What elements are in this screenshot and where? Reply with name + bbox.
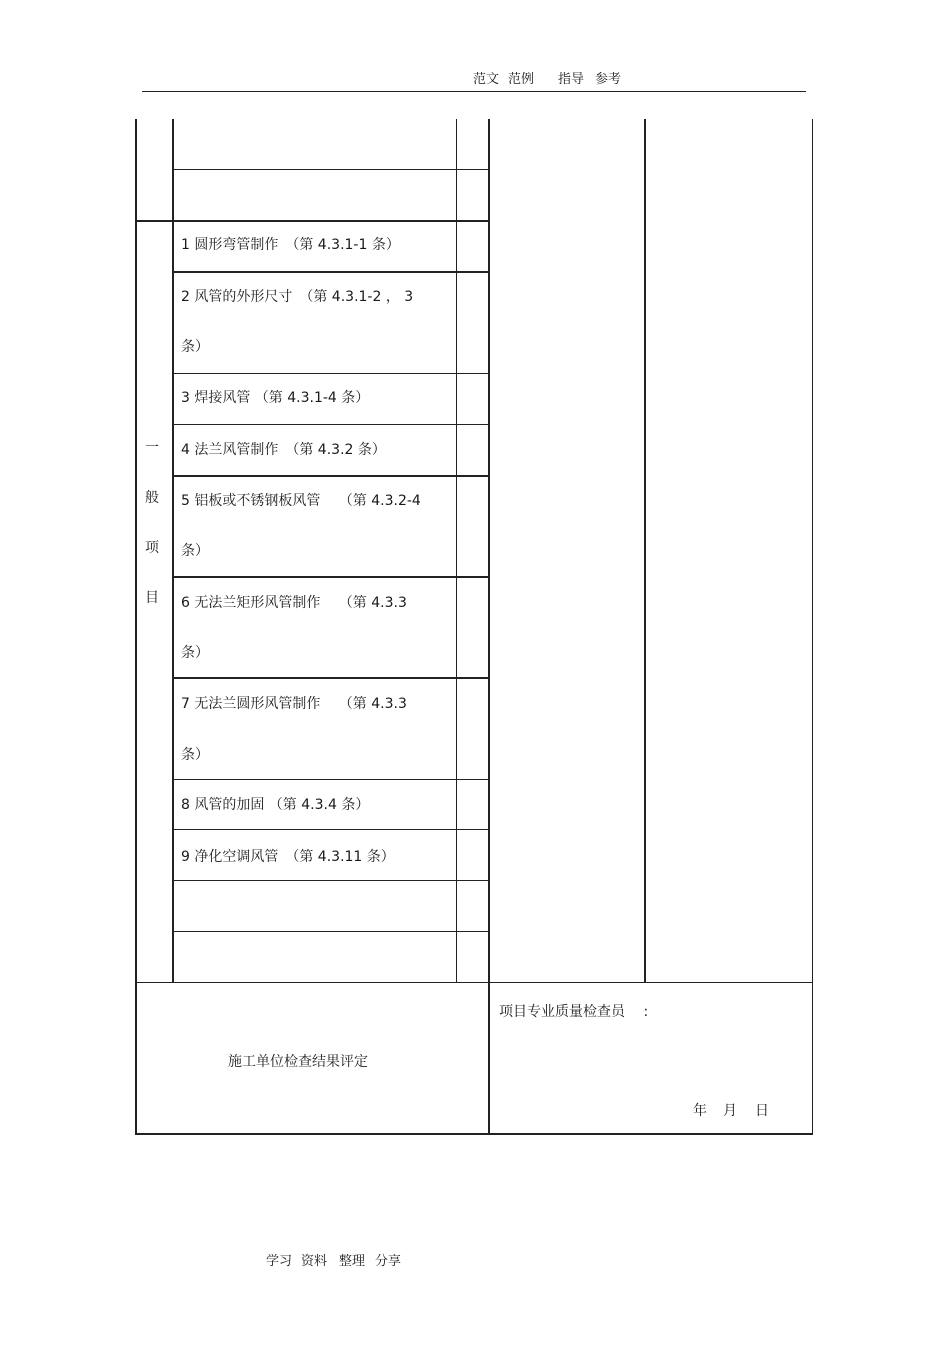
footer-text-3: 整理 (339, 1254, 366, 1269)
item-5-text: 5 铝板或不锈钢板风管 （第 4.3.2-4 (181, 493, 421, 509)
inspector-label: 项目专业质量检查员 : (499, 1004, 649, 1020)
item-8-text: 8 风管的加固 （第 4.3.4 条） (181, 797, 370, 813)
row-line (173, 677, 489, 679)
item-column-left-line (172, 119, 174, 983)
section-divider-line (135, 220, 489, 222)
evaluation-label: 施工单位检查结果评定 (228, 1054, 368, 1070)
item-6-text-cont: 条） (181, 645, 209, 661)
footer-text-2: 资料 (301, 1254, 328, 1269)
footer-text-1: 学习 (266, 1254, 293, 1269)
page-header (0, 68, 950, 88)
evaluation-top-line (135, 982, 813, 983)
header-text-3: 指导 (558, 72, 585, 87)
table-bottom-border (135, 1133, 813, 1135)
row-line (173, 779, 489, 780)
item-5-text-cont: 条） (181, 543, 209, 559)
item-9-text: 9 净化空调风管 （第 4.3.11 条） (181, 849, 395, 865)
header-text-4: 参考 (595, 72, 622, 87)
row-line (173, 373, 489, 374)
row-line (173, 829, 489, 830)
result-column-line (644, 119, 646, 983)
section-label-char: 一 (145, 440, 159, 456)
section-label-char: 般 (145, 490, 159, 506)
item-4-text: 4 法兰风管制作 （第 4.3.2 条） (181, 442, 386, 458)
date-year-label: 年 (693, 1103, 707, 1119)
item-2-text-cont: 条） (181, 339, 209, 355)
item-7-text-cont: 条） (181, 747, 209, 763)
header-rule (142, 91, 806, 92)
header-text-1: 范文 (473, 72, 500, 87)
date-month-label: 月 (723, 1103, 737, 1119)
footer-text-4: 分享 (375, 1254, 402, 1269)
header-text-2: 范例 (508, 72, 535, 87)
item-7-text: 7 无法兰圆形风管制作 （第 4.3.3 (181, 696, 407, 712)
row-line (173, 169, 489, 170)
date-day-label: 日 (755, 1103, 769, 1119)
row-line (173, 931, 489, 932)
item-1-text: 1 圆形弯管制作 （第 4.3.1-1 条） (181, 237, 400, 253)
section-label-char: 项 (145, 540, 159, 556)
item-3-text: 3 焊接风管 （第 4.3.1-4 条） (181, 390, 370, 406)
row-line (173, 271, 489, 273)
row-line (173, 424, 489, 425)
item-2-text: 2 风管的外形尺寸 （第 4.3.1-2 ， 3 (181, 289, 414, 305)
item-column-right-line (456, 119, 457, 983)
section-label-char: 目 (145, 590, 159, 606)
row-line (173, 576, 489, 578)
row-line (173, 475, 489, 477)
row-line (173, 880, 489, 881)
item-6-text: 6 无法兰矩形风管制作 （第 4.3.3 (181, 595, 407, 611)
